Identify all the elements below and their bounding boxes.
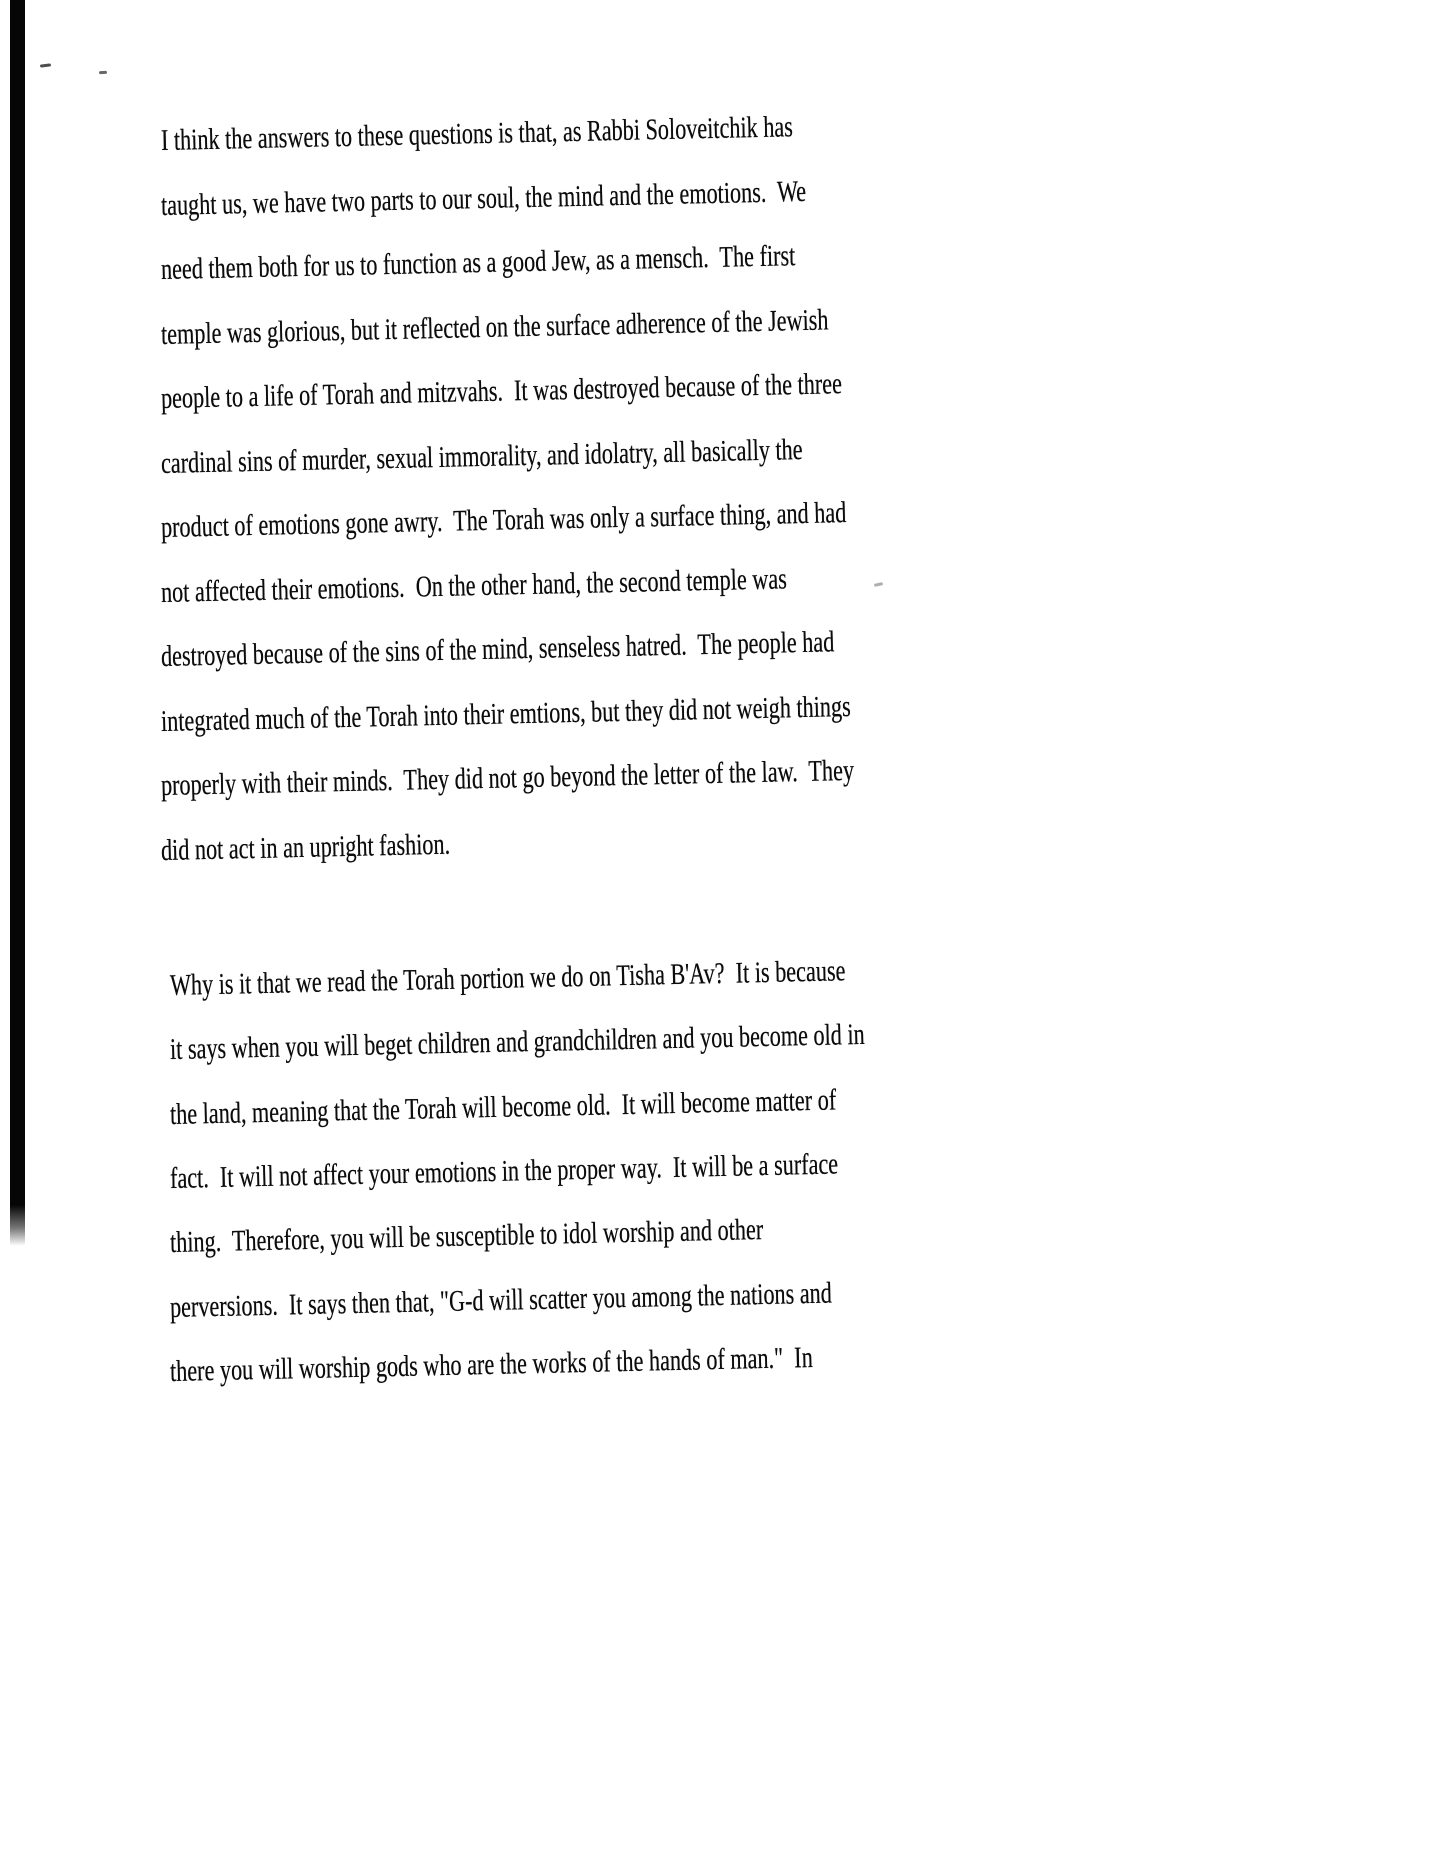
text-line: destroyed because of the sins of the mind, senseless hatred. The people had (160, 625, 835, 673)
text-line: I think the answers to these questions is that, as Rabbi Soloveitchik has (160, 110, 794, 157)
text-line: product of emotions gone awry. The Torah was only a surface thing, and had (160, 496, 847, 544)
text-line: properly with their minds. They did not go beyond the letter of the law. They (160, 753, 855, 802)
text-line: integrated much of the Torah into their emtions, but they did not weigh things (160, 689, 852, 738)
text-line: taught us, we have two parts to our soul, the mind and the emotions. We (160, 174, 807, 222)
text-line: not affected their emotions. On the other hand, the second temple was (160, 562, 788, 609)
text-line: fact. It will not affect your emotions in the proper way. It will be a surface (169, 1147, 839, 1195)
text-line: did not act in an upright fashion. (160, 827, 451, 867)
text-line: thing. Therefore, you will be susceptible to idol worship and other (169, 1213, 764, 1259)
text-line: the land, meaning that the Torah will become old. It will become matter of (169, 1083, 837, 1131)
text-line: perversions. It says then that, "G-d will scatter you among the nations and (169, 1276, 833, 1324)
text-line: temple was glorious, but it reflected on the surface adherence of the Jewish (160, 303, 829, 351)
text-line: Why is it that we read the Torah portion we do on Tisha B'Av? It is because (169, 954, 846, 1002)
text-line: there you will worship gods who are the works of the hands of man." In (169, 1340, 814, 1388)
text-line: people to a life of Torah and mitzvahs. It was destroyed because of the three (160, 367, 843, 415)
text-line: it says when you will beget children and grandchildren and you become old in (169, 1017, 865, 1066)
text-line: cardinal sins of murder, sexual immorality, and idolatry, all basically the (160, 433, 803, 480)
text-line: need them both for us to function as a good Jew, as a mensch. The first (160, 239, 796, 286)
